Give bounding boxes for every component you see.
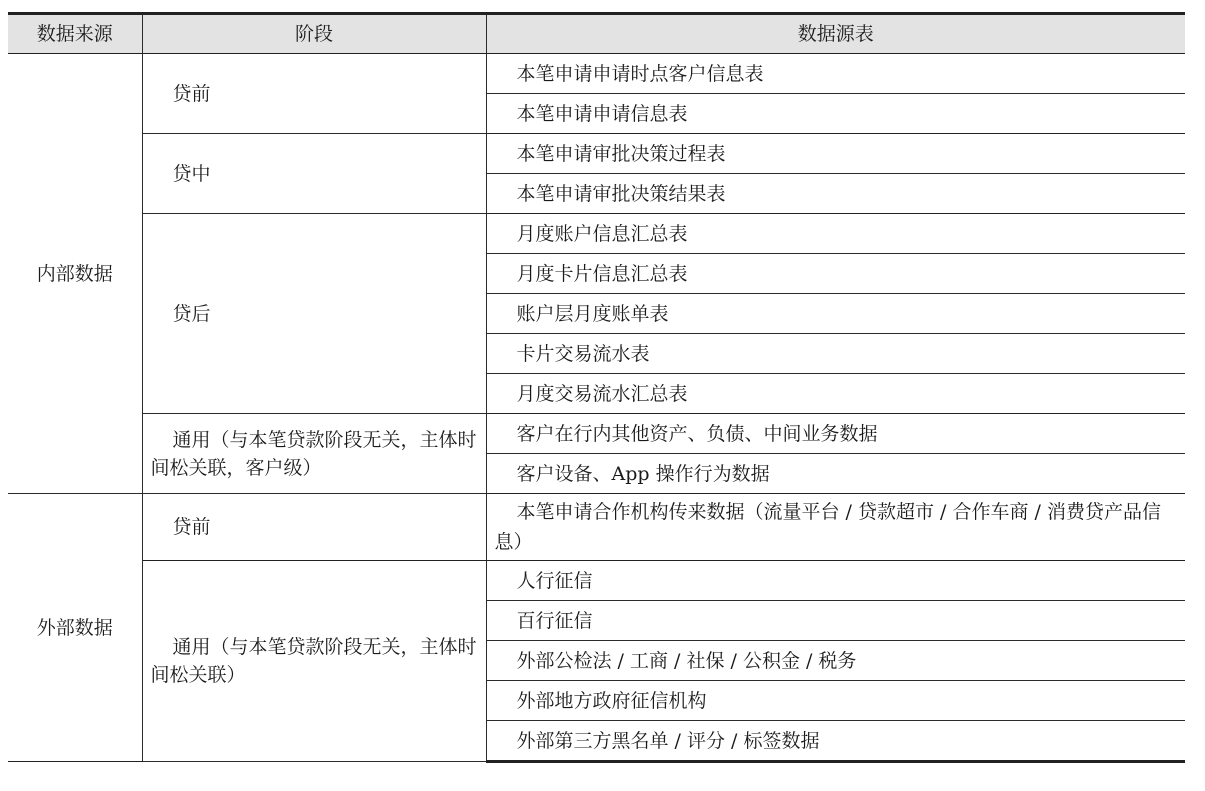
table-cell: 月度账户信息汇总表 xyxy=(486,214,1185,254)
table-cell: 账户层月度账单表 xyxy=(486,294,1185,334)
table-row xyxy=(8,54,1185,94)
table-row xyxy=(8,494,1185,561)
table-row xyxy=(8,134,1185,174)
table-cell: 本笔申请申请时点客户信息表 xyxy=(486,54,1185,94)
header-source: 数据来源 xyxy=(8,14,142,54)
stage-cell: 贷前 xyxy=(142,494,486,561)
table-cell: 本笔申请审批决策过程表 xyxy=(486,134,1185,174)
stage-cell: 贷后 xyxy=(142,214,486,414)
header-stage: 阶段 xyxy=(142,14,486,54)
source-cell-internal: 内部数据 xyxy=(8,54,142,494)
table-row xyxy=(8,214,1185,254)
table-row xyxy=(8,561,1185,601)
table-cell: 外部公检法 / 工商 / 社保 / 公积金 / 税务 xyxy=(486,641,1185,681)
header-tables: 数据源表 xyxy=(486,14,1185,54)
table-cell: 卡片交易流水表 xyxy=(486,334,1185,374)
stage-cell: 通用（与本笔贷款阶段无关，主体时间松关联，客户级） xyxy=(142,414,486,494)
header-row xyxy=(8,14,1185,54)
table-cell: 本笔申请申请信息表 xyxy=(486,94,1185,134)
data-source-table xyxy=(8,12,1185,763)
stage-cell: 通用（与本笔贷款阶段无关，主体时间松关联） xyxy=(142,561,486,762)
table-cell: 月度交易流水汇总表 xyxy=(486,374,1185,414)
table-cell: 外部地方政府征信机构 xyxy=(486,681,1185,721)
source-cell-external: 外部数据 xyxy=(8,494,142,762)
table-cell: 本笔申请审批决策结果表 xyxy=(486,174,1185,214)
table-cell: 本笔申请合作机构传来数据（流量平台 / 贷款超市 / 合作车商 / 消费贷产品信息） xyxy=(486,494,1185,561)
table-cell: 月度卡片信息汇总表 xyxy=(486,254,1185,294)
table-cell: 人行征信 xyxy=(486,561,1185,601)
table-cell: 外部第三方黑名单 / 评分 / 标签数据 xyxy=(486,721,1185,762)
stage-cell: 贷中 xyxy=(142,134,486,214)
stage-cell: 贷前 xyxy=(142,54,486,134)
table-cell: 客户设备、App 操作行为数据 xyxy=(486,454,1185,494)
table-row xyxy=(8,414,1185,454)
table-cell: 百行征信 xyxy=(486,601,1185,641)
table-cell: 客户在行内其他资产、负债、中间业务数据 xyxy=(486,414,1185,454)
